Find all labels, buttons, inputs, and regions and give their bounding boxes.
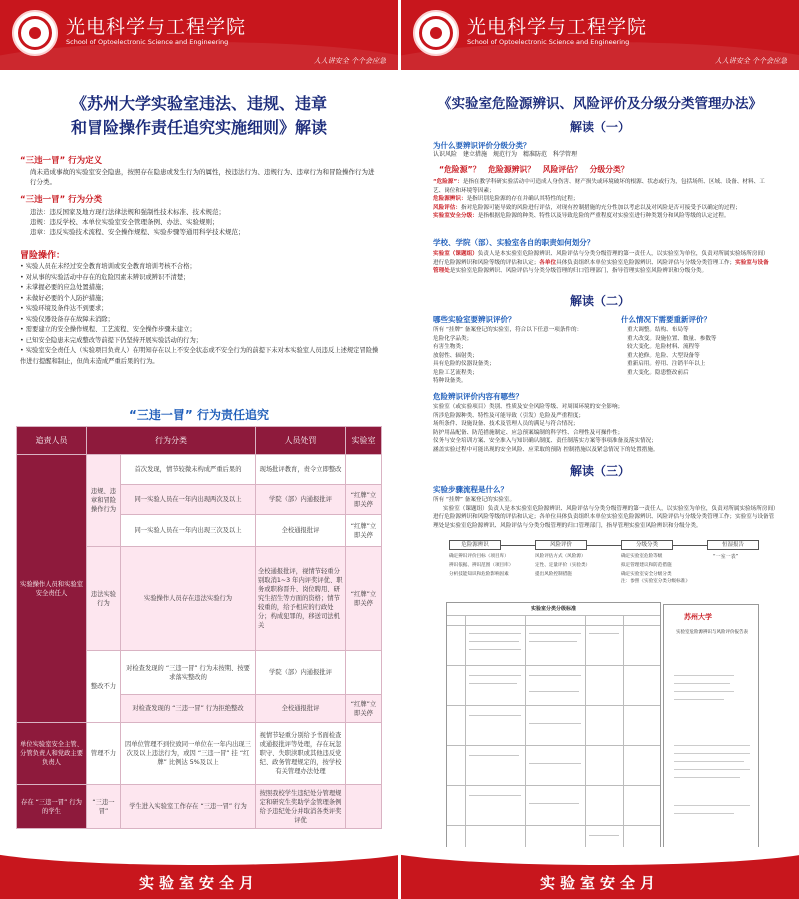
list-item: 场所条件、设施设备、技术及管理人员的满足与符合情况； (433, 421, 579, 427)
table-cell: 学院（部）内通报批评 (256, 485, 346, 515)
term-label: 实验室与设备管理处 (433, 259, 769, 274)
table-cell: 对检查发现的 “三违一冒” 行为拒绝整改 (121, 695, 256, 723)
table-cell: 实验操作人员和实验室安全责任人 (17, 455, 87, 723)
procedure-line: 所有 “挂牌” 备案登记的实验室。 (433, 497, 516, 503)
table-cell: “红牌”立即关停 (346, 695, 382, 723)
classification-heading: “三违一冒” 行为分类 (20, 195, 103, 205)
term-label: 各单位 (539, 259, 557, 266)
list-item: 危险化学品类； (433, 335, 473, 342)
list-lead: 所有 “挂牌” 备案登记的实验室，符合以下任意一项条件的： (433, 327, 583, 333)
list-item: 具有危险的仪器设备类； (433, 361, 495, 367)
list-item: 重大变化。隐患整改前后 (627, 369, 689, 376)
report-form-image (663, 604, 759, 848)
question-heading: 为什么要辨识评价分级分类？ (433, 141, 531, 150)
list-item: 仪务与安全培训方案、安全准入与知识确认制度、责任制落实方案等事项准备及落实情况； (433, 438, 657, 444)
table-cell: 实验操作人员存在违法实验行为 (121, 547, 256, 651)
header-banner (401, 0, 799, 70)
table-cell: 按照我校学生违纪处分管理规定和研究生奖助学金管理条例给予违纪处分并取消各类评奖评优 (256, 785, 346, 829)
question-answer: 认识风险 建立措施 规范行为 精准防范 科学管理 (433, 151, 578, 158)
list-item: • 未掌握必要的应急处置措施； (20, 283, 380, 294)
classification-item: 违规：违反学校、本单位实验室安全管理条例、办法、实验规则； (30, 218, 219, 226)
table-cell: 全校通报批评 (256, 515, 346, 547)
list-item: 有害生物类； (433, 344, 467, 350)
term-label: 风险评估： (433, 204, 461, 211)
list-item: 重大抢修。危险、大型设备等 (627, 352, 700, 359)
definition-block (433, 178, 773, 221)
classification-list (20, 207, 380, 237)
term-text: 是指识别危险源的存在并确认其特性的过程； (466, 196, 579, 202)
table-cell: “三违一冒” (87, 785, 121, 829)
list-item: 重大改变。设施位置、数量、参数等 (627, 335, 717, 342)
flow-step: 分级分类 (621, 540, 673, 550)
procedure-line: 实验室（课题组）负责人是本实验室危险源辨识、风险评估与分类分级管理的第一责任人，以实验室为单位，负责对所属实验场所房间）进行危险源辨识和风险等级的评估和认定；各单位具体负责组织本单位实验室危险源辨识、风险评估与分级分类管理工作；实验室与设备管理处是实验室危险源辨识、风险评估与分类分级管理的归口管理部门，指导管理实验室风险辨识和分级分类。 (433, 505, 776, 529)
responsibility-block (433, 250, 773, 276)
school-name-en: School of Optoelectronic Science and Engineering (467, 38, 630, 46)
term-text: 是指在教学科研实验活动中可造成人身伤害、财产损失或环境破坏的根源、状态或行为，包括场所、区域、设备、材料、工艺、岗位和环境等因素； (433, 179, 765, 194)
school-name-en: School of Optoelectronic Science and Engineering (66, 38, 229, 46)
section-title: 解读（二） (569, 294, 630, 308)
footer-text: 实验室安全月 (539, 874, 660, 892)
school-logo (12, 10, 58, 56)
responsibility-table (16, 426, 382, 829)
classification-standard-table-image (446, 602, 661, 848)
question-heading: 危险辨识评价内容有哪些？ (433, 392, 523, 401)
flow-note-line: 拟定管理建议和防范措施 (621, 563, 672, 568)
section-title: 解读（三） (569, 464, 630, 478)
term-label: “危险源”： (433, 179, 463, 185)
table-cell: “红牌”立即关停 (346, 547, 382, 651)
term-text: 是指根据危险源的种类、特性以及导致危险的严重程度对实验室进行种类划分和风险等级的认定过程。 (477, 213, 730, 219)
list-item: • 实验仪器设备存在故障未消除； (20, 315, 380, 326)
table-cell: 学生进入实验室工作存在 “三违一冒” 行为 (121, 785, 256, 829)
page-title-line1: 《苏州大学实验室违法、违规、违章 (70, 94, 327, 113)
term-text: 负责人是本实验室危险源辨识、风险评估与分类分级管理的第一责任人，以实验室为单位，负责对所属实验场所房间）进行危险源辨识和风险等级的评估和认定； (433, 251, 769, 266)
flow-step: 恒湿报告 (707, 540, 759, 550)
footer-banner (401, 847, 799, 899)
list-item: • 未做好必要的个人防护措施； (20, 294, 380, 305)
flow-note (535, 553, 619, 578)
term-text: 是实验室危险源辨识、风险评估与分类分级管理的归口管理部门，指导管理实验室风险辨识和分级分类。 (449, 268, 708, 274)
flow-note-line: 风险评估方式（风险源） (535, 554, 586, 559)
table-header: 行为分类 (87, 427, 256, 455)
table-title: “三违一冒” 行为责任追究 (129, 408, 269, 422)
classification-item: 违章：违反实验技术流程、安全操作规程、实验步骤等通用科学技术规范； (30, 228, 245, 236)
list-item: • 需要建立的安全操作规程、工艺流程、安全操作步骤未建立； (20, 325, 380, 336)
table-cell: 管理不力 (87, 723, 121, 785)
question-heading: 学校、学院（部）、实验室各自的职责如何划分？ (433, 238, 595, 247)
table-cell: 全校通报批评，视情节轻重分别取消1~3 年内评奖评优、职务或职称晋升、岗位聘用、研究生招生等方面的资格；情节较重的，给予相应的行政处分；构成犯罪的，移送司法机关 (256, 547, 346, 651)
flow-step: 风险评价 (535, 540, 587, 550)
list-item: 危险工艺流程类； (433, 369, 478, 376)
list-item: 重新启用。停用、注销半年以上 (627, 361, 706, 367)
table-cell: 首次发现，情节较微未构成严重后果的 (121, 455, 256, 485)
page-title: 《实验室危险源辨识、风险评价及分级分类管理办法》 (438, 96, 762, 112)
table-cell (346, 723, 382, 785)
flow-note (621, 553, 705, 585)
flow-note-line: 注：参照《实验室分类分级标准》 (621, 579, 690, 584)
list-item: • 已知安全隐患未完成整改等前提下仍坚持开展实验活动的行为； (20, 336, 380, 347)
list-item: • 实验室安全责任人（实验项目负责人）在明知存在以上不安全状态或不安全行为的前提下未对本实验室人员违反上述规定冒险操作进行提醒和制止，但尚未造成严重后果的行为。 (20, 346, 380, 367)
doc-caption: 实验室危险源辨识与风险评价报告表 (676, 630, 748, 635)
table-cell (346, 785, 382, 829)
list-item: 重大调整。结构、布局等 (627, 327, 689, 333)
definition-heading: “三违一冒” 行为定义 (20, 156, 103, 166)
table-cell: “红牌”立即关停 (346, 485, 382, 515)
school-name-cn: 光电科学与工程学院 (467, 16, 648, 38)
flow-note-line: 确定实验室危险等级 (621, 554, 663, 559)
table-cell: 违规、违章和冒险操作行为 (87, 455, 121, 547)
section-title: 解读（一） (569, 120, 630, 134)
term-label: 实验室安全分级： (433, 213, 478, 219)
school-name-cn: 光电科学与工程学院 (66, 16, 247, 38)
table-cell (346, 455, 382, 485)
table-header: 追责人员 (17, 427, 87, 455)
table-cell: 全校通报批评 (256, 695, 346, 723)
flow-note-line: 分析技能知识和危险影响因素 (449, 572, 509, 577)
question-heading: 哪些实验室要辨识评价？ (433, 315, 516, 324)
header-banner (0, 0, 398, 70)
table-cell: 视情节轻重分别给予书面检查或通报批评等处理，存在玩忽职守、失职渎职或其他违反党纪、政务管理规定的，按学校有关管理办法处理 (256, 723, 346, 785)
list-item: • 实验人员在未经过安全教育培训或安全教育培训考核不合格； (20, 262, 380, 273)
slogan: 人人讲安全 个个会应急 (714, 57, 787, 65)
lab-condition-list (433, 326, 603, 386)
slogan: 人人讲安全 个个会应急 (313, 57, 386, 65)
flow-note: “一室一表” (713, 554, 739, 560)
reevaluation-list (627, 326, 777, 377)
list-item: 放射性、辐射类； (433, 352, 478, 359)
list-item: 所涉危险源种类、特性及可能导致（引发）危险及严重程度； (433, 412, 585, 419)
flow-note-line: 确定实验室安全分级分类 (621, 572, 672, 577)
left-poster (0, 0, 398, 899)
table-cell: 单位实验室安全主管、分管负责人和党政主要负责人 (17, 723, 87, 785)
definition-text: 尚未造成事故的实验室安全隐患，按照存在隐患或发生行为的属性，按违法行为、违规行为、违章行为和冒险操作行为进行分类。 (30, 168, 375, 186)
flow-step: 危险源辨识 (449, 540, 501, 550)
risky-operation-heading: 冒险操作： (20, 251, 66, 261)
standard-table-title: 实验室分类分级标准 (530, 606, 576, 612)
procedure-text (433, 496, 778, 530)
table-cell: 因单位管理不到位致同一单位在一年内出现三次及以上违法行为，或因 “三违一冒” 挂 “红牌” 比例达 5%及以上 (121, 723, 256, 785)
flow-note-line: 辨识依据、辨识范围（项目库） (449, 563, 514, 568)
table-cell: “红牌”立即关停 (346, 515, 382, 547)
table-cell: 现场批评教育，责令立即整改 (256, 455, 346, 485)
right-poster (401, 0, 799, 899)
term-label: 危险源辨识： (433, 196, 467, 202)
risky-operation-list (20, 262, 380, 367)
list-item: 涵盖实验过程中可能出现的安全风险、应采取的预防 控制措施以及紧急情况下的处置措施。 (433, 446, 659, 453)
list-item: 防护用品配备、防范措施制定、应急预案编制的科学性、合理性及可操作性； (433, 429, 624, 436)
footer-text: 实验室安全月 (138, 874, 259, 892)
list-item: 特种设备类。 (433, 378, 467, 384)
evaluation-content-list (433, 403, 773, 454)
footer-banner (0, 847, 398, 899)
flow-note-line: 定性、定量评价（实验类） (535, 563, 591, 568)
list-item: 实验室（或实验项目）类别、性质及安全风险等级、对周围环境的安全影响； (433, 404, 624, 410)
flow-note-line: 提出风险控制措施 (535, 572, 572, 577)
term-label: 实验室（课题组） (433, 251, 478, 257)
table-cell: 整改不力 (87, 651, 121, 723)
table-header: 实验室 (346, 427, 382, 455)
question-line: “危险源”？ 危险源辨识？ 风险评估？ 分级分类？ (439, 165, 629, 174)
list-item: 较大变化。危险材料、流程等 (627, 344, 700, 350)
question-heading: 什么情况下需要重新评价？ (621, 315, 711, 324)
table-cell: 存在 “三违一冒” 行为的学生 (17, 785, 87, 829)
table-header: 人员处罚 (256, 427, 346, 455)
school-logo (413, 10, 459, 56)
page-title-line2: 和冒险操作责任追究实施细则》解读 (70, 118, 327, 137)
table-cell: 对检查发现的 “三违一冒” 行为未按期、按要求落实整改的 (121, 651, 256, 695)
classification-item: 违法：违反国家及地方现行法律法规和强制性技术标准、技术规范； (30, 208, 225, 216)
list-item: • 对从事的实验活动中存在的危险因素未辨识或辨识不清楚； (20, 273, 380, 284)
table-cell (346, 651, 382, 695)
table-cell: 同一实验人员在一年内出现两次及以上 (121, 485, 256, 515)
list-item: • 实验环境及条件达不到要求； (20, 304, 380, 315)
question-heading: 实验步骤流程是什么？ (433, 485, 508, 494)
table-cell: 违法实验行为 (87, 547, 121, 651)
term-text: 指对危险源可能导致的风险进行评估，对现有控制措施的充分性加以考虑以及对风险是否可接受予以确定的过程； (460, 204, 741, 211)
procedure-flowchart (449, 540, 759, 600)
doc-school: 苏州大学 (684, 613, 712, 621)
flow-note (449, 553, 533, 578)
term-text: 具体负责组织本单位实验室危险源辨识、风险评估与分级分类管理工作； (556, 259, 736, 266)
table-cell: 同一实验人员在一年内出现三次及以上 (121, 515, 256, 547)
table-cell: 学院（部）内通报批评 (256, 651, 346, 695)
flow-note-line: 确定辨识评价目标（项目库） (449, 554, 509, 559)
